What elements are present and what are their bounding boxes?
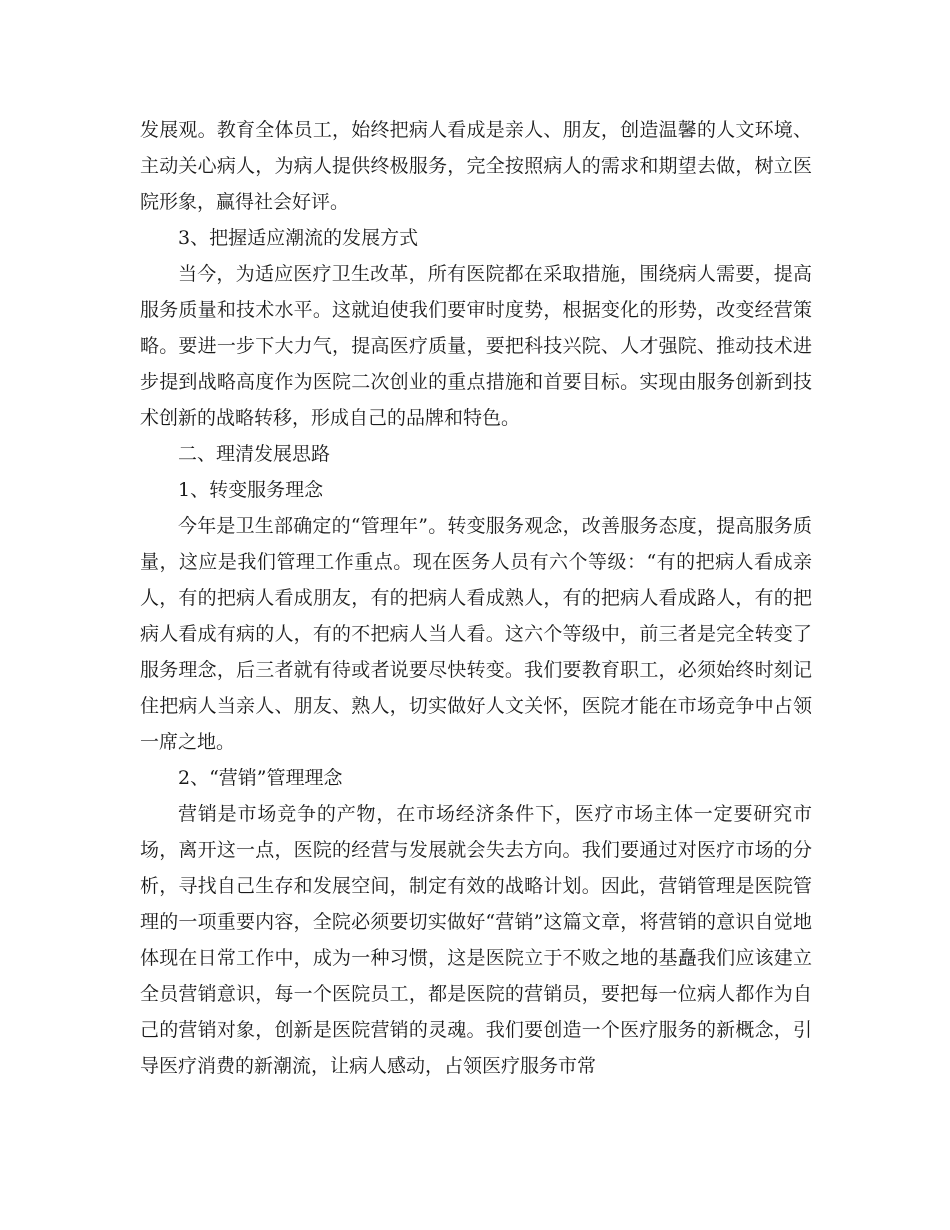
heading-clarify-ideas: 二、理清发展思路: [178, 443, 331, 465]
paragraph-marketing: 营销是市场竞争的产物，在市场经济条件下，医疗市场主体一定要研究市场，离开这一点，医院的经营与发展就会失去方向。我们要通过对医疗市场的分析，寻找自己生存和发展空间，制定有效的战略计划。因此，营销管理是医院管理的一项重要内容，全院必须要切实做好“营销”这篇文章，将营销的意识自觉地体现在日常工作中，成为一种习惯，这是医院立于不败之地的基矗我们应该建立全员营销意识，每一个医院员工，都是医院的营销员，要把每一位病人都作为自己的营销对象，创新是医院营销的灵魂。我们要创造一个医疗服务的新概念，引导医疗消费的新潮流，让病人感动，占领医疗服务市常: [140, 803, 812, 1077]
heading-service-concept: 1、转变服务理念: [178, 479, 324, 501]
paragraph-management-year: 今年是卫生部确定的“管理年”。转变服务观念，改善服务态度，提高服务质量，这应是我们管理工作重点。现在医务人员有六个等级：“有的把病人看成亲人，有的把病人看成朋友，有的把病人看成熟人，有的把病人看成路人，有的把病人看成有病的人，有的不把病人当人看。这六个等级中，前三者是完全转变了服务理念，后三者就有待或者说要尽快转变。我们要教育职工，必须始终时刻记住把病人当亲人、朋友、熟人，切实做好人文关怀，医院才能在市场竞争中占领一席之地。: [140, 515, 812, 753]
document-body: [140, 112, 812, 1084]
heading-marketing-concept: 2、“营销”管理理念: [178, 767, 343, 789]
paragraph-medical-reform: 当今，为适应医疗卫生改革，所有医院都在采取措施，围绕病人需要，提高服务质量和技术水平。这就迫使我们要审时度势，根据变化的形势，改变经营策略。要进一步下大力气，提高医疗质量，要把科技兴院、人才强院、推动技术进步提到战略高度作为医院二次创业的重点措施和首要目标。实现由服务创新到技术创新的战略转移，形成自己的品牌和特色。: [140, 263, 812, 429]
paragraph-development-view: 发展观。教育全体员工，始终把病人看成是亲人、朋友，创造温馨的人文环境、主动关心病人，为病人提供终极服务，完全按照病人的需求和期望去做，树立医院形象，赢得社会好评。: [140, 119, 812, 213]
heading-adapt-trend: 3、把握适应潮流的发展方式: [178, 227, 419, 249]
